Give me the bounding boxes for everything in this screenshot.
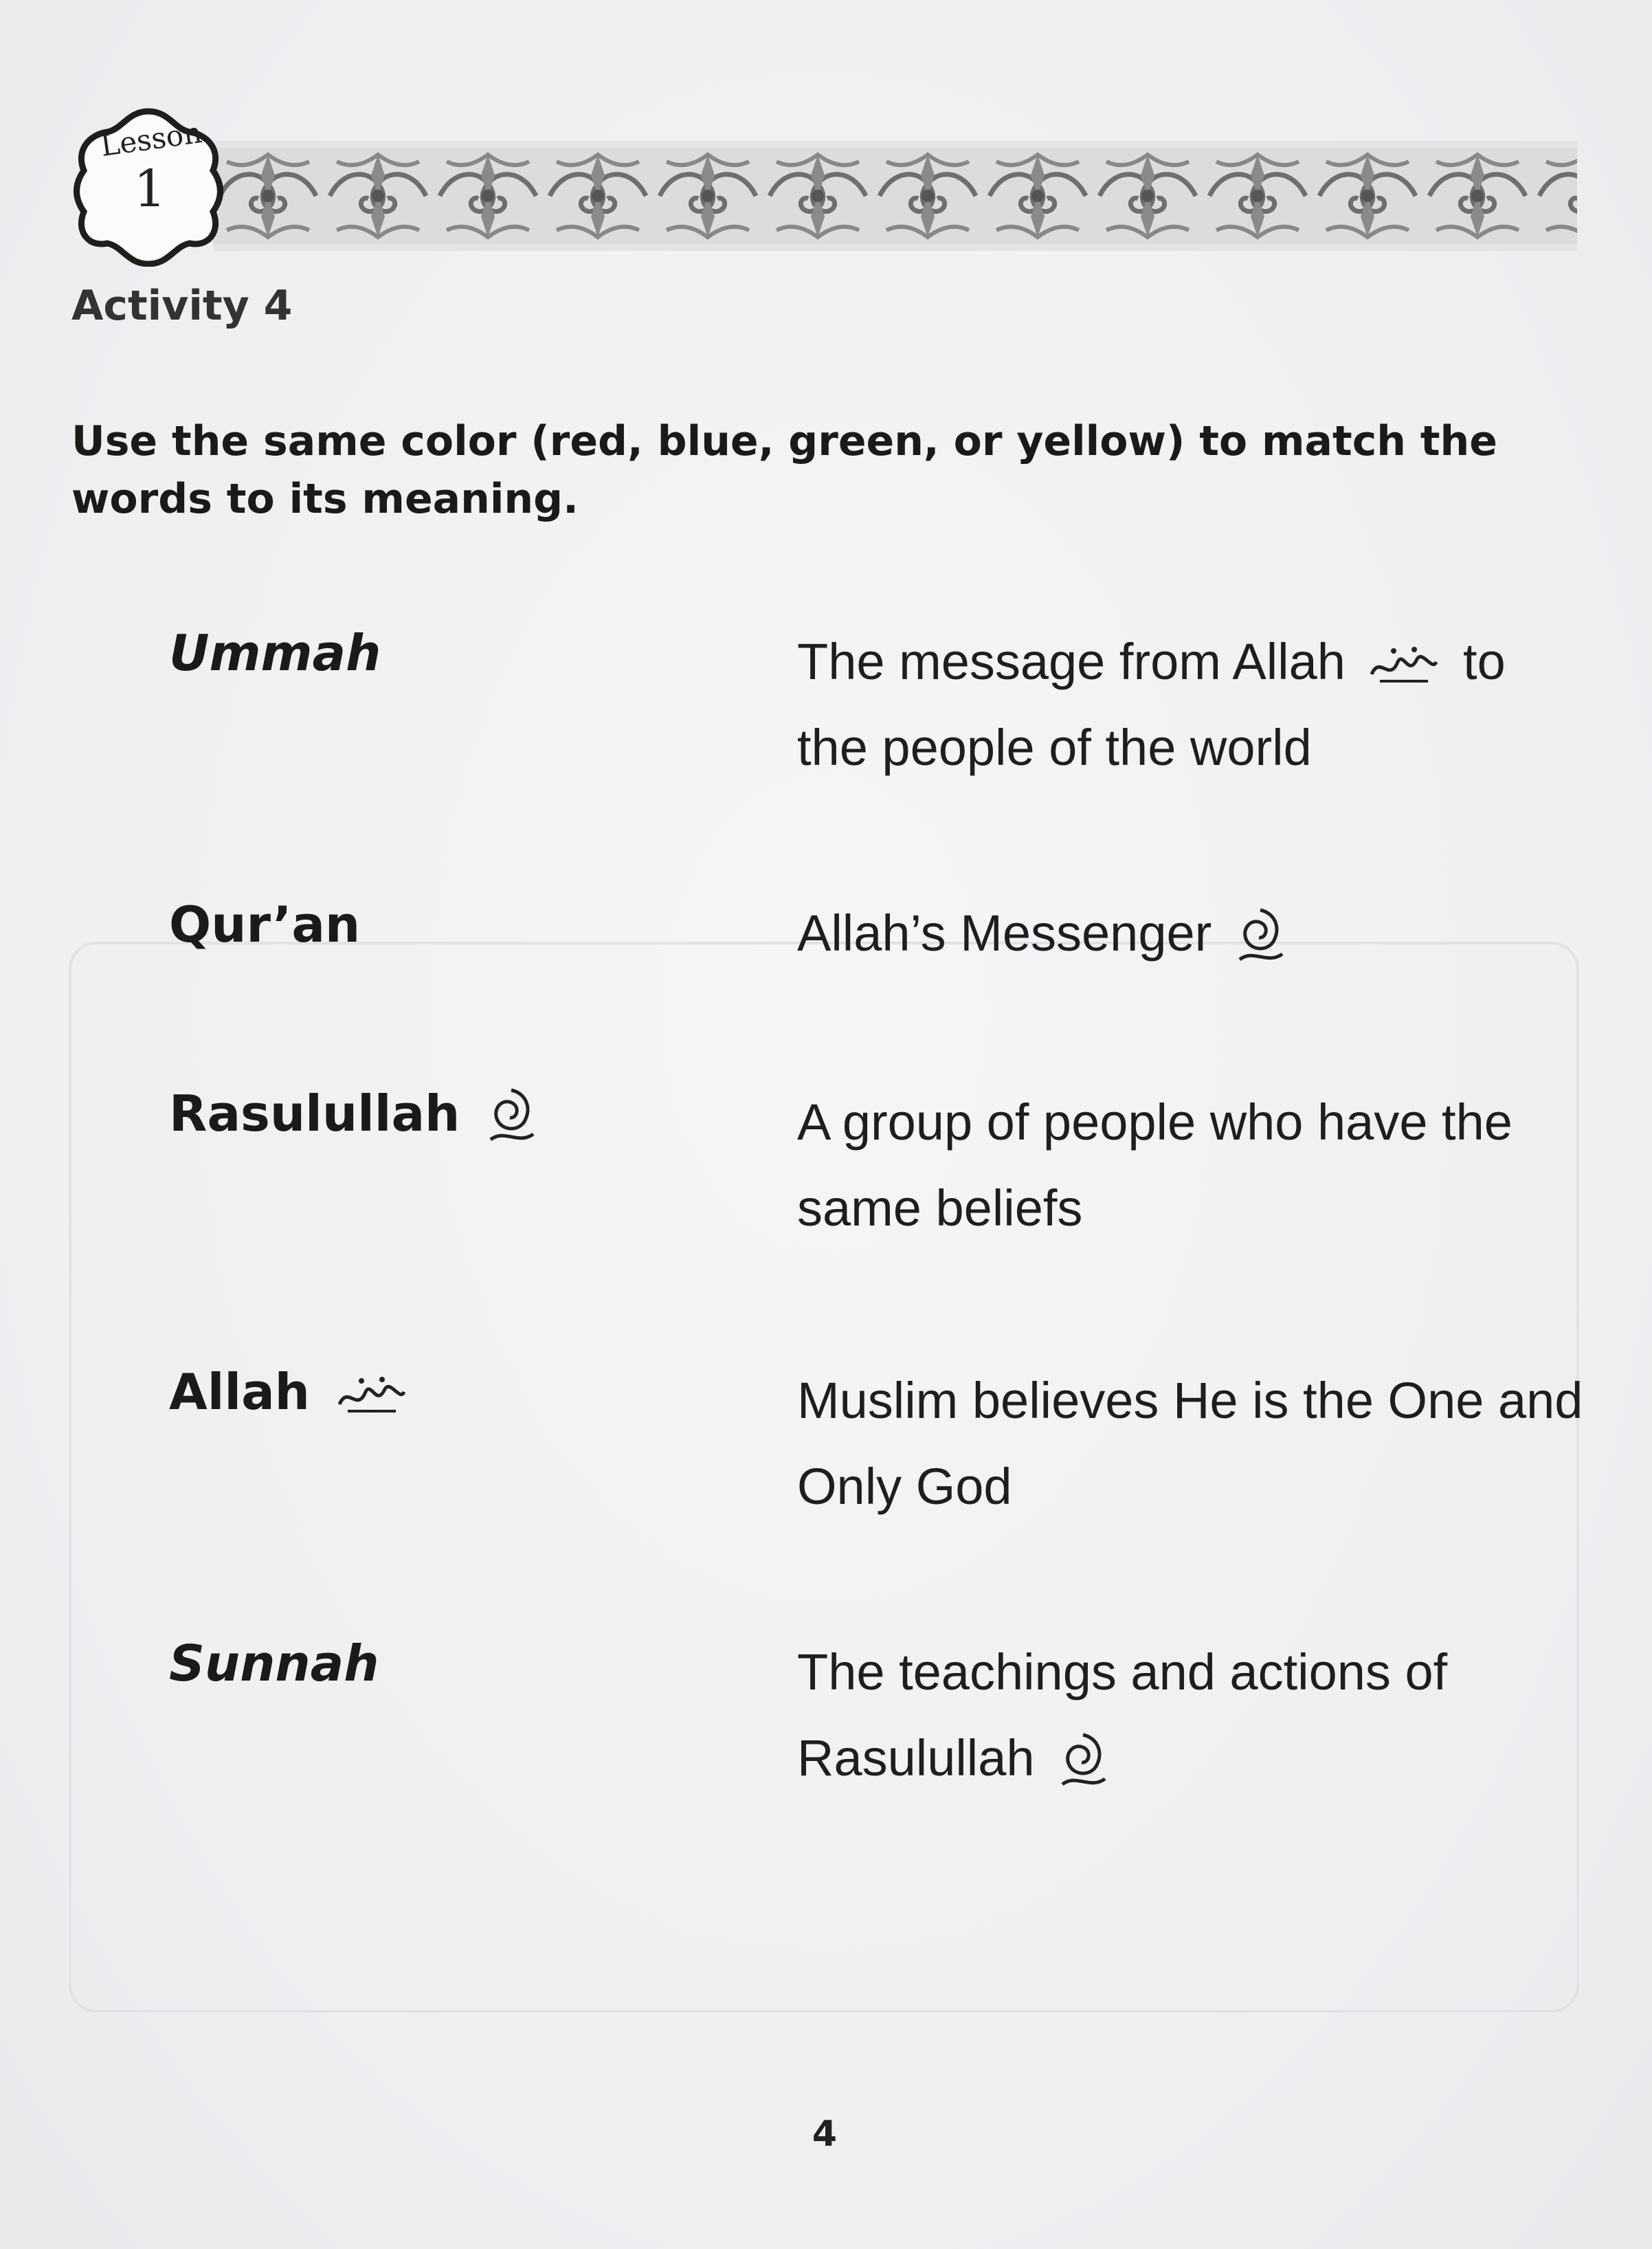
meaning-messenger[interactable]	[797, 890, 1587, 976]
activity-title: Activity 4	[71, 282, 293, 330]
swt-calligraphy-icon	[334, 1371, 410, 1419]
term-text: Allah	[169, 1363, 310, 1421]
swt-calligraphy-icon	[1366, 641, 1442, 689]
meaning-text: Allah’s Messenger	[797, 905, 1212, 962]
arabesque-border	[213, 141, 1577, 251]
meaning-text: The teachings and actions of Rasulullah	[797, 1643, 1448, 1786]
page-number: 4	[812, 2114, 838, 2155]
saw-calligraphy-icon	[1056, 1731, 1110, 1793]
meaning-teachings[interactable]	[797, 1629, 1587, 1801]
term-quran[interactable]: Qur’an	[169, 896, 361, 953]
term-ummah[interactable]: Ummah	[169, 624, 381, 682]
term-allah[interactable]	[169, 1363, 416, 1421]
meaning-text-cont: to the people of the world	[797, 633, 1506, 776]
ornamental-banner	[213, 141, 1577, 251]
lesson-number: 1	[133, 159, 166, 219]
meaning-one-god[interactable]: Muslim believes He is the One and Only God	[797, 1372, 1583, 1515]
term-text: Rasulullah	[169, 1085, 460, 1142]
lesson-label: Lesson	[98, 115, 204, 164]
saw-calligraphy-icon	[484, 1086, 539, 1148]
term-sunnah[interactable]: Sunnah	[169, 1635, 379, 1692]
instruction-text: Use the same color (red, blue, green, or yellow) to match the words to its meaning.	[71, 417, 1497, 523]
meaning-message[interactable]	[797, 619, 1587, 790]
term-rasulullah[interactable]	[169, 1085, 546, 1148]
meaning-group[interactable]: A group of people who have the same beliefs	[797, 1094, 1513, 1237]
meaning-text: The message from Allah	[797, 633, 1346, 690]
saw-calligraphy-icon	[1233, 906, 1288, 968]
